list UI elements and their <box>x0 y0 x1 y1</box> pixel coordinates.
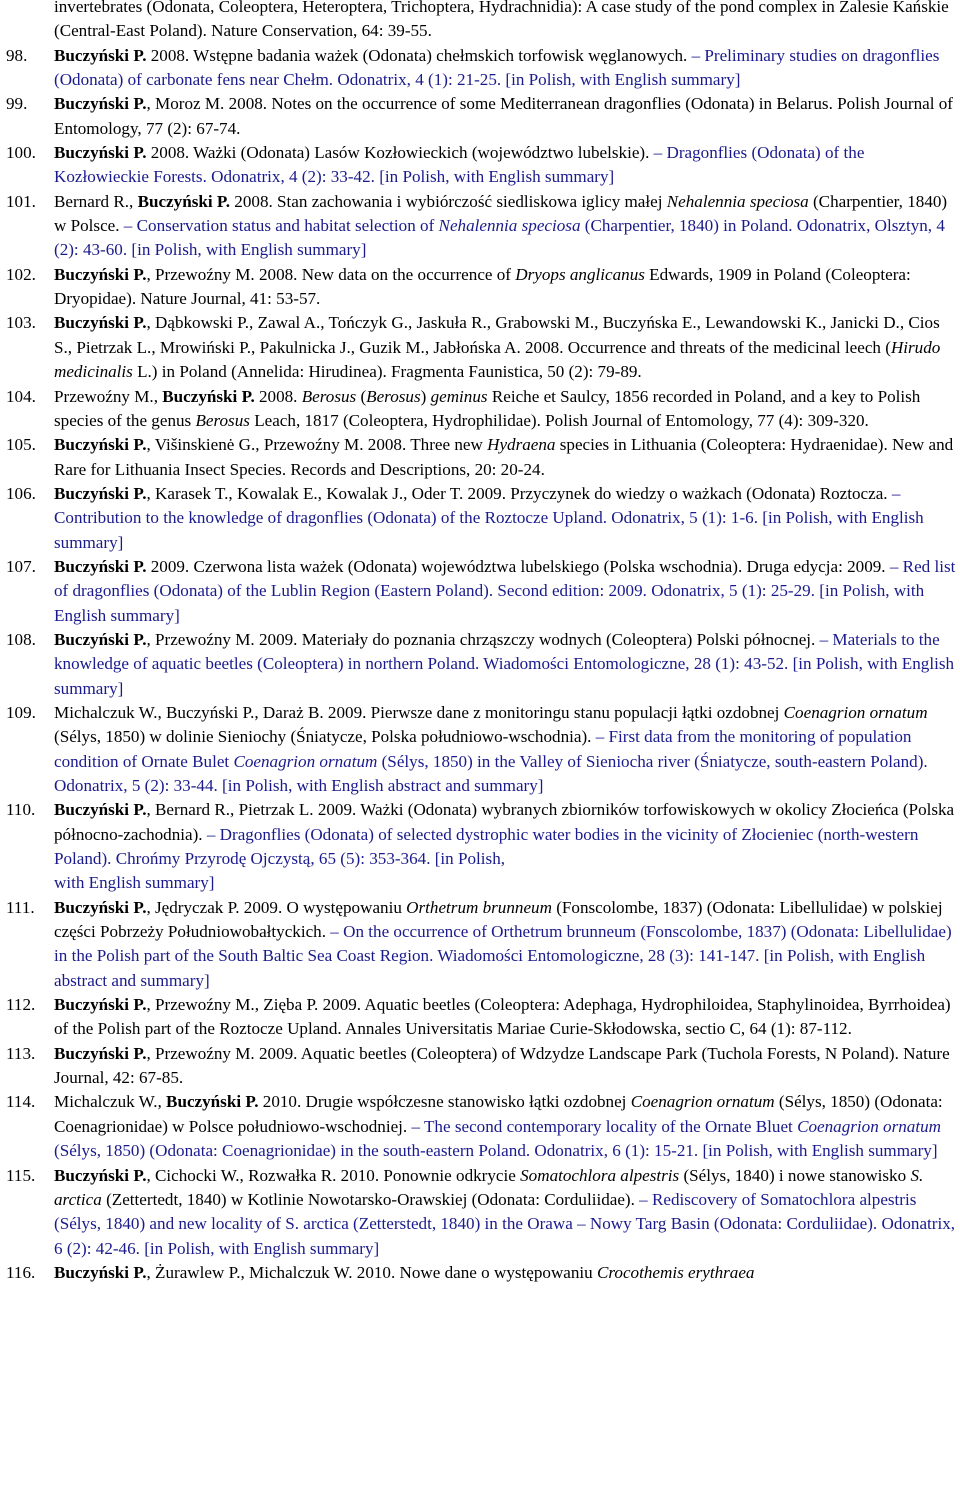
reference-text-run: Leach, 1817 (Coleoptera, Hydrophilidae). Polish Journal of Entomology, 77 (4): 309-320. <box>249 410 869 430</box>
reference-entry <box>0 628 958 701</box>
reference-text-run: Buczyński P. <box>54 800 147 820</box>
reference-text-run: species in Lithuania (Coleoptera: Hydraenidae). New and Rare for Lithuania Insect Species. Records and Descriptions, 20: 20-24. <box>54 435 954 479</box>
reference-text-run: , Dąbkowski P., Zawal A., Tończyk G., Jaskuła R., Grabowski M., Buczyńska E., Lewandowski K., Janicki D., Cios S., Pietrzak L., Mrowiński P., Pakulnicka J., Guzik M., Jabłońska A. 2008. Occurrence and threats of the medicinal leech ( <box>54 313 940 357</box>
reference-text-run: Berosus <box>195 410 250 430</box>
reference-text-run: Buczyński P. <box>54 483 147 503</box>
reference-text <box>54 1042 958 1091</box>
reference-text <box>54 44 958 93</box>
reference-text-run: (Zettertedt, 1840) w Kotlinie Nowotarsko-Orawskiej (Odonata: Corduliidae). <box>101 1189 640 1209</box>
reference-number: 108. <box>6 629 36 649</box>
reference-number: 113. <box>6 1043 36 1063</box>
reference-text-run: (Sélys, 1850) w dolinie Sieniochy (Śniatycze, Polska południowo-wschodnia). <box>54 727 596 747</box>
reference-text-run: Buczyński P. <box>137 191 231 211</box>
reference-text-run: , Żurawlew P., Michalczuk W. 2010. Nowe dane o występowaniu <box>146 1262 597 1282</box>
reference-text-run: S. arctica <box>54 1165 924 1209</box>
reference-text-run: Buczyński P. <box>54 1165 147 1185</box>
reference-text <box>54 482 958 555</box>
reference-text-run: Somatochlora alpestris <box>520 1165 680 1185</box>
reference-text-run: – First data from the monitoring of population condition of Ornate Bulet <box>54 727 912 771</box>
reference-text <box>54 628 958 701</box>
reference-number: 109. <box>6 702 36 722</box>
reference-text-run: Buczyński P. <box>162 386 255 406</box>
reference-text-run: Nehalennia speciosa <box>666 191 809 211</box>
reference-text-run: (Sélys, 1850) (Odonata: Coenagrionidae) w Polsce południowo-wschodniej. <box>54 1092 943 1136</box>
reference-text-run: , Przewoźny M., Zięba P. 2009. Aquatic beetles (Coleoptera: Adephaga, Hydrophiloidea, Staphylinoidea, Byrrhoidea) of the Polish part of the Roztocze Upland. Annales Universitatis Mariae Curie-Skłodowska, sectio C, 64 (1): 87-112. <box>54 995 951 1039</box>
reference-text-run: , Cichocki W., Rozwałka R. 2010. Ponownie odkrycie <box>146 1165 521 1185</box>
reference-text <box>54 555 958 628</box>
reference-entry <box>0 1261 958 1285</box>
reference-text-run: – Contribution to the knowledge of dragonflies (Odonata) of the Roztocze Upland. Odonatrix, 5 (1): 1-6. [in Polish, with English summary] <box>54 483 924 552</box>
reference-number: 115. <box>6 1165 36 1185</box>
reference-entry <box>0 1090 958 1163</box>
reference-text-run: Orthetrum brunneum <box>406 897 552 917</box>
reference-entry <box>0 433 958 482</box>
reference-number: 114. <box>6 1092 36 1112</box>
reference-entry <box>0 0 958 44</box>
reference-text-run: Michalczuk W., <box>54 1092 167 1112</box>
reference-entry <box>0 896 958 993</box>
reference-text <box>54 433 958 482</box>
reference-text-run: , Przewoźny M. 2009. Aquatic beetles (Coleoptera) of Wdzydze Landscape Park (Tuchola Forests, N Poland). Nature Journal, 42: 67-85. <box>54 1043 950 1088</box>
reference-text-run: Buczyński P. <box>54 435 147 455</box>
reference-text-run: , Višinskienė G., Przewoźny M. 2008. Three new <box>146 435 488 455</box>
reference-text-run: Buczyński P. <box>54 897 147 917</box>
reference-number: 99. <box>6 94 28 114</box>
reference-text-run: Dryops anglicanus <box>515 264 645 284</box>
reference-text-run: , Moroz M. 2008. Notes on the occurrence of some Mediterranean dragonflies (Odonata) in Belarus. Polish Journal of Entomology, 77 (2): 67-74. <box>54 94 953 138</box>
reference-text-run: (Charpentier, 1840) w Polsce. <box>54 191 948 236</box>
reference-text-run: Coenagrion ornatum <box>630 1092 775 1112</box>
reference-text-run: Coenagrion ornatum <box>783 702 928 722</box>
reference-text-run: Buczyński P. <box>54 143 147 163</box>
reference-text-run: , Przewoźny M. 2009. Materiały do poznania chrząszczy wodnych (Coleoptera) Polski północnej. <box>146 629 820 649</box>
reference-text-run: geminus <box>430 386 488 406</box>
reference-entry <box>0 311 958 384</box>
reference-text-run: – Dragonflies (Odonata) of the Kozłowieckie Forests. Odonatrix, 4 (2): 33-42. [in Polish, with English summary] <box>54 143 865 187</box>
reference-text <box>54 385 958 434</box>
reference-text-run: 2010. Drugie współczesne stanowisko łątki ozdobnej <box>258 1092 631 1112</box>
reference-number: 110. <box>6 800 36 820</box>
reference-text-run: Buczyński P. <box>54 94 147 114</box>
reference-number: 106. <box>6 483 36 503</box>
reference-text-run: , Karasek T., Kowalak E., Kowalak J., Oder T. 2009. Przyczynek do wiedzy o ważkach (Odonata) Roztocza. <box>146 483 892 503</box>
reference-text-run: – The second contemporary locality of the Ornate Bluet <box>411 1116 798 1136</box>
reference-text <box>54 701 958 798</box>
reference-entry <box>0 263 958 312</box>
reference-text-run: Buczyński P. <box>54 313 147 333</box>
reference-text <box>54 190 958 263</box>
reference-number: 102. <box>6 264 36 284</box>
reference-text-run: , Bernard R., Pietrzak L. 2009. Ważki (Odonata) wybranych zbiorników torfowiskowych w okolicy Złocieńca (Polska północno-zachodnia). <box>54 800 955 844</box>
reference-text-run: Przewoźny M., <box>54 386 163 406</box>
reference-text-run: Bernard R., <box>54 191 138 211</box>
reference-text-run: , Przewoźny M. 2008. New data on the occurrence of <box>146 264 516 284</box>
reference-entry <box>0 482 958 555</box>
reference-text-run: , Jędryczak P. 2009. O występowaniu <box>146 897 407 917</box>
reference-text-run: Hydraena <box>487 435 556 455</box>
reference-text-run: – Red list of dragonflies (Odonata) of the Lublin Region (Eastern Poland). Second edition: 2009. Odonatrix, 5 (1): 25-29. [in Polish, with English summary] <box>54 556 956 625</box>
reference-text-run: – On the occurrence of Orthetrum brunneum (Fonscolombe, 1837) (Odonata: Libellulidae) in the Polish part of the South Baltic Sea Coast Region. Wiadomości Entomologiczne, 28 (3): 141-147. [in Polish, with English abstract and summary] <box>54 922 952 990</box>
reference-text-run: Buczyński P. <box>54 556 147 576</box>
reference-text <box>54 798 958 895</box>
reference-text-run: 2008. <box>254 386 302 406</box>
reference-number: 105. <box>6 435 36 455</box>
reference-text <box>54 92 958 141</box>
reference-text-run: (Sélys, 1850) in the Valley of Sieniocha river (Śniatycze, south-eastern Poland). Odonatrix, 5 (2): 33-44. [in Polish, with English abstract and summary] <box>54 751 928 795</box>
reference-text <box>54 1261 958 1285</box>
reference-text-run: 2008. Stan zachowania i wybiórczość siedliskowa iglicy małej <box>230 191 667 211</box>
reference-entry <box>0 141 958 190</box>
reference-text-run: Coenagrion ornatum <box>797 1116 941 1136</box>
reference-number: 104. <box>6 386 36 406</box>
reference-number: 111. <box>6 897 35 917</box>
reference-number: 116. <box>6 1262 36 1282</box>
reference-text-run: Michalczuk W., Buczyński P., Daraż B. 2009. Pierwsze dane z monitoringu stanu populacji łątki ozdobnej <box>54 702 784 722</box>
reference-text-run: Buczyński P. <box>54 264 147 284</box>
reference-number: 101. <box>6 191 36 211</box>
reference-number: 103. <box>6 313 36 333</box>
reference-text-run: Berosus <box>366 386 421 406</box>
reference-text-run: – Materials to the knowledge of aquatic beetles (Coleoptera) in northern Poland. Wiadomości Entomologiczne, 28 (1): 43-52. [in Polish, with English summary] <box>54 629 955 698</box>
reference-text-run: – Dragonflies (Odonata) of selected dystrophic water bodies in the vicinity of Złocieniec (north-western Poland). Chrońmy Przyrodę Ojczystą, 65 (5): 353-364. [in Polish, <box>54 824 919 869</box>
reference-text <box>54 896 958 993</box>
reference-entry <box>0 92 958 141</box>
reference-entry <box>0 44 958 93</box>
reference-text <box>54 1090 958 1163</box>
reference-text-run: (Sélys, 1840) i nowe stanowisko <box>679 1165 911 1185</box>
reference-text-run: 2008. Wstępne badania ważek (Odonata) chełmskich torfowisk węglanowych. <box>146 45 692 65</box>
reference-text-run: Buczyński P. <box>54 45 147 65</box>
reference-text-run: Buczyński P. <box>54 1043 147 1063</box>
reference-text-run: – Conservation status and habitat selection of <box>123 216 439 236</box>
reference-text-run: Coenagrion ornatum <box>233 751 378 771</box>
reference-number: 112. <box>6 995 36 1015</box>
reference-text-run: Hirudo medicinalis <box>54 337 941 382</box>
reference-entry <box>0 1042 958 1091</box>
reference-text-run: 2009. Czerwona lista ważek (Odonata) województwa lubelskiego (Polska wschodnia). Druga edycja: 2009. <box>146 556 890 576</box>
reference-entry <box>0 190 958 263</box>
reference-text-run: Buczyński P. <box>54 995 147 1015</box>
reference-text-run: ) <box>420 386 431 406</box>
reference-text-run: Buczyński P. <box>54 1262 147 1282</box>
reference-entry <box>0 701 958 798</box>
reference-text-run: – Preliminary studies on dragonflies (Odonata) of carbonate fens near Chełm. Odonatrix, 4 (1): 21-25. [in Polish, with English summary] <box>54 45 940 90</box>
reference-text-run: Buczyński P. <box>54 629 147 649</box>
reference-text <box>54 1164 958 1261</box>
reference-text-run: Berosus <box>301 386 357 406</box>
reference-text <box>54 263 958 312</box>
reference-entry <box>0 1164 958 1261</box>
reference-number: 100. <box>6 143 36 163</box>
reference-text-run: (Charpentier, 1840) in Poland. Odonatrix, Olsztyn, 4 (2): 43-60. [in Polish, with English summary] <box>54 216 945 260</box>
reference-text-run: L.) in Poland (Annelida: Hirudinea). Fragmenta Faunistica, 50 (2): 79-89. <box>132 362 642 382</box>
reference-text-run: (Sélys, 1850) (Odonata: Coenagrionidae) in the south-eastern Poland. Odonatrix, 6 (1): 15-21. [in Polish, with English summary] <box>54 1141 938 1161</box>
reference-entry <box>0 993 958 1042</box>
reference-text-run: 2008. Ważki (Odonata) Lasów Kozłowieckich (województwo lubelskie). <box>146 143 654 163</box>
reference-text <box>54 311 958 384</box>
reference-text-run: – Rediscovery of Somatochlora alpestris (Sélys, 1840) and new locality of S. arctica (Zetterstedt, 1840) in the Orawa – Nowy Targ Basin (Odonata: Corduliidae). Odonatrix, 6 (2): 42-46. [in Polish, with English summary] <box>54 1189 956 1258</box>
reference-entry <box>0 555 958 628</box>
reference-text <box>54 0 958 44</box>
reference-number: 98. <box>6 45 28 65</box>
reference-text-run: Edwards, 1909 in Poland (Coleoptera: Dryopidae). Nature Journal, 41: 53-57. <box>54 264 911 309</box>
reference-text <box>54 141 958 190</box>
reference-entry <box>0 385 958 434</box>
reference-text-run: Reiche et Saulcy, 1856 recorded in Poland, and a key to Polish species of the genus <box>54 386 921 430</box>
reference-text <box>54 993 958 1042</box>
reference-text-run: (Fonscolombe, 1837) (Odonata: Libellulidae) w polskiej części Pobrzeży Południowobałtyckich. <box>54 897 943 942</box>
reference-text-run: Nehalennia speciosa <box>438 216 581 236</box>
reference-entry <box>0 798 958 895</box>
reference-text-run: ( <box>356 386 367 406</box>
reference-text-run: Buczyński P. <box>166 1092 259 1112</box>
reference-text-run: with English summary] <box>54 873 215 893</box>
reference-number: 107. <box>6 556 36 576</box>
reference-text-run: invertebrates (Odonata, Coleoptera, Heteroptera, Trichoptera, Hydrachnidia): A case study of the pond complex in Zalesie Kańskie (Central-East Poland). Nature Conservation, 64: 39-55. <box>54 0 949 41</box>
reference-text-run: Crocothemis erythraea <box>597 1262 755 1282</box>
